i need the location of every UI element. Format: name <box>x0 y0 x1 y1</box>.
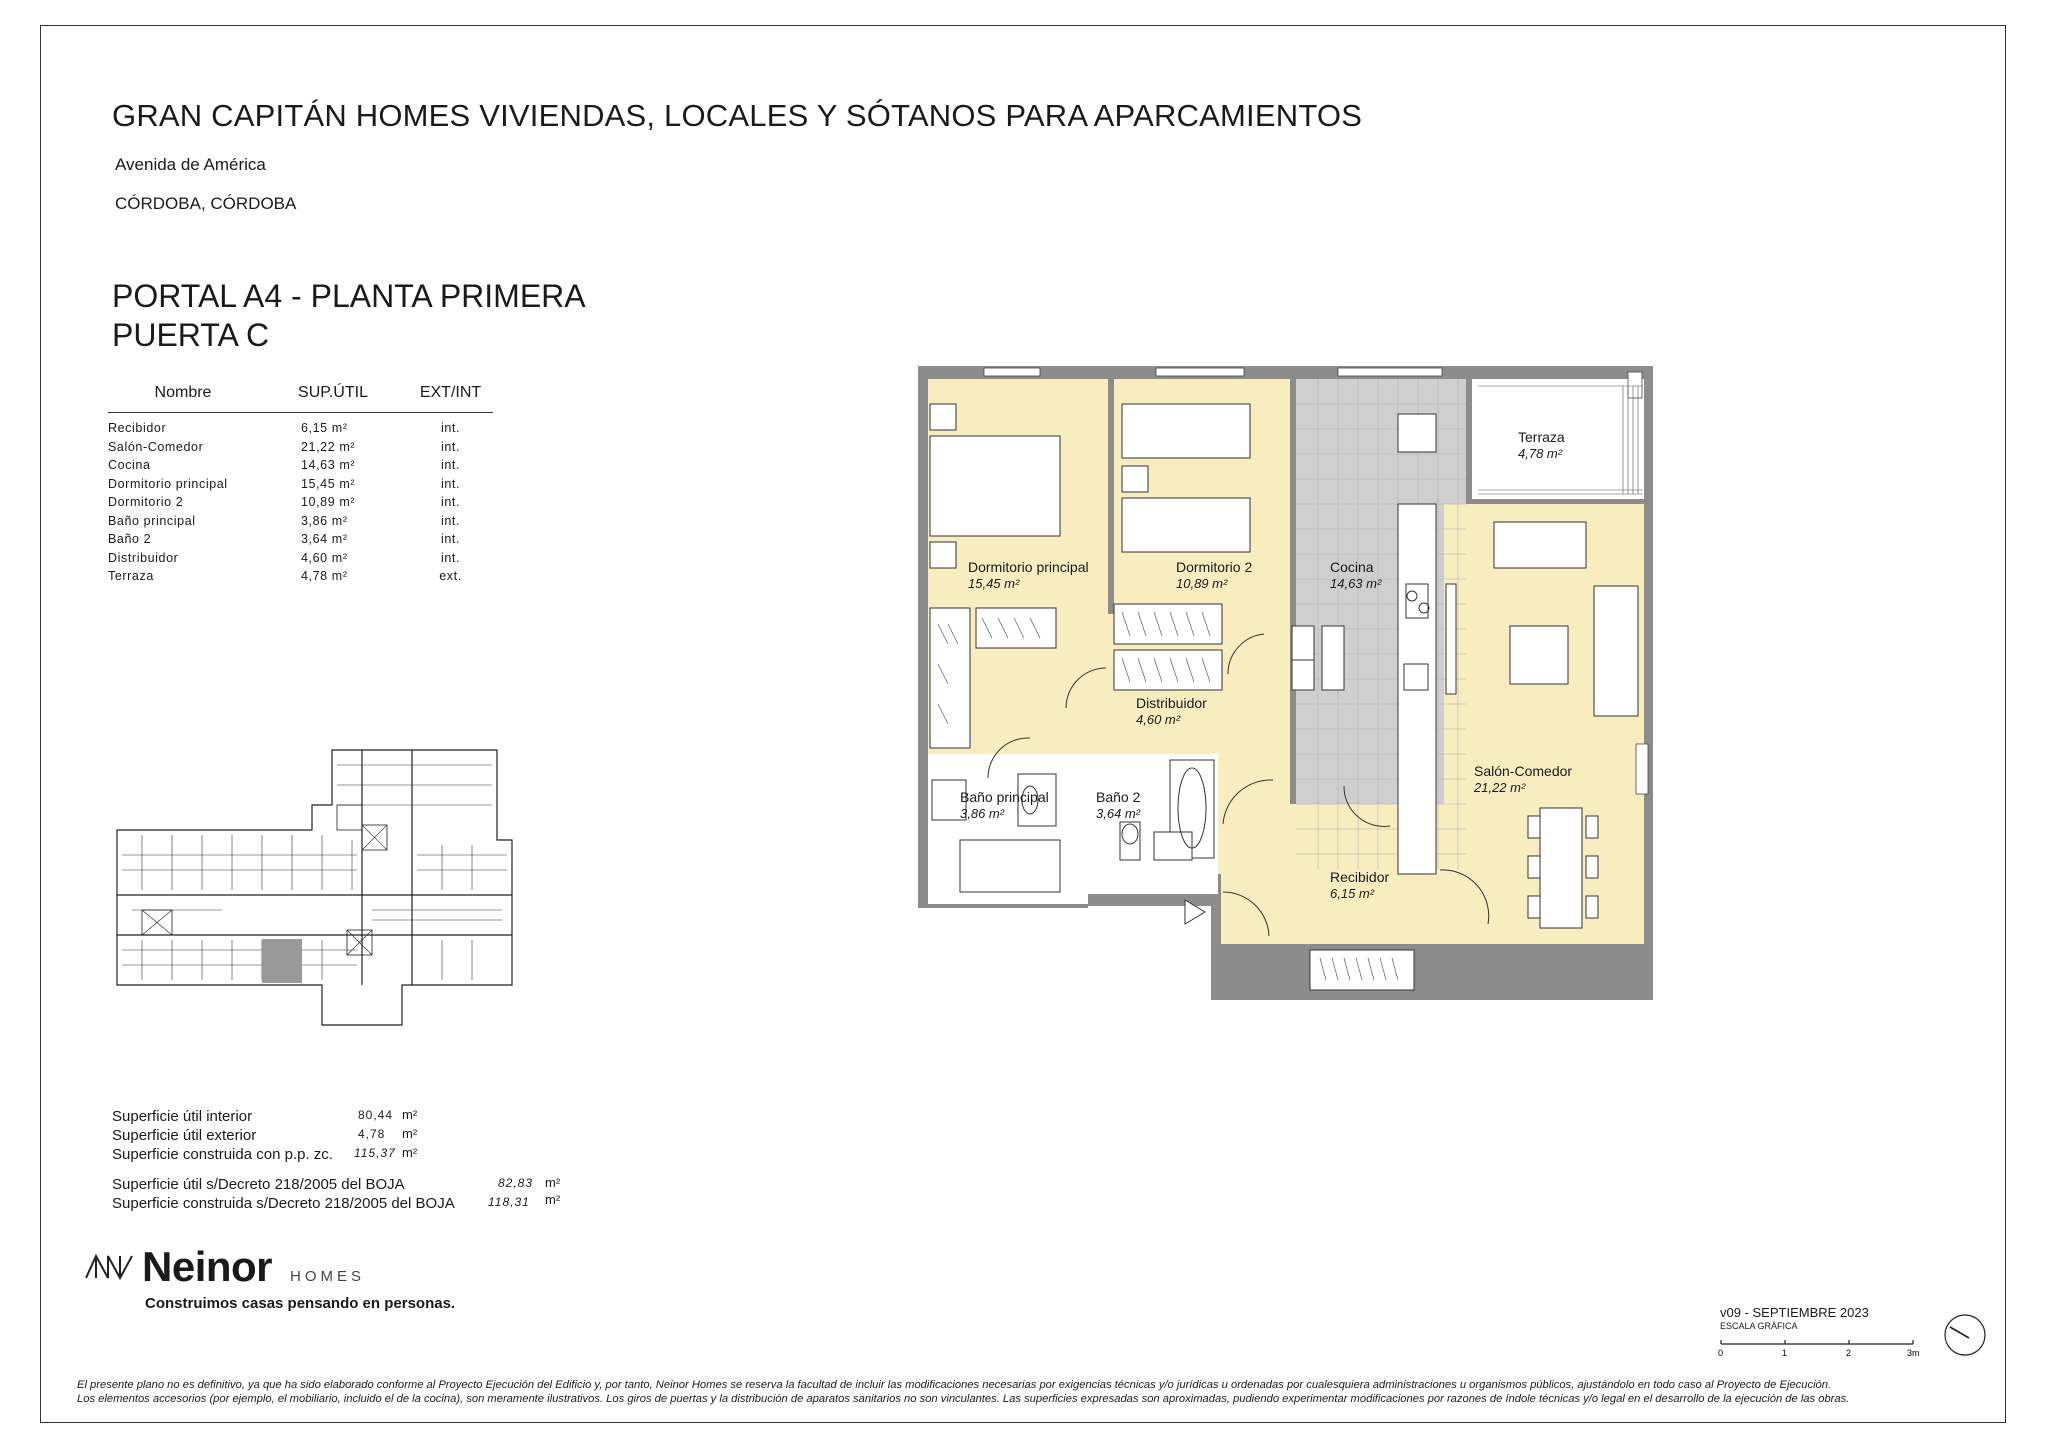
room-label: Terraza <box>1518 429 1565 445</box>
table-row: Dormitorio principal 15,45 m² int. <box>108 476 461 491</box>
floor-plan <box>918 364 1654 1004</box>
building-key-plan <box>112 745 522 1030</box>
room-area: 6,15 m² <box>1330 886 1375 901</box>
summary-unit: m² <box>402 1126 418 1141</box>
north-arrow-icon <box>1940 1310 1990 1360</box>
table-row: Dormitorio 2 10,89 m² int. <box>108 495 461 510</box>
version-label: v09 - SEPTIEMBRE 2023 <box>1720 1305 1869 1320</box>
disclaimer-line: El presente plano no es definitivo, ya que ha sido elaborado conforme al Proyecto Ejecución del Edificio y, por tanto, Neinor Homes se reserva la facultad de incluir las modificaciones necesarias por exigencias técnicas y/o jurídicas u ordenadas por cualesquiera administraciones u organismos públicos, ajustándolo en todo caso al Proyecto de Ejecución. <box>77 1379 1832 1391</box>
summary-label: Superficie construida con p.p. zc. <box>112 1146 333 1163</box>
neinor-logo-mark-icon <box>84 1252 134 1282</box>
header-name: Nombre <box>108 380 258 413</box>
room-area: 3,86 m² <box>960 806 1005 821</box>
summary-unit: m² <box>402 1145 418 1160</box>
table-row: Terraza 4,78 m² ext. <box>108 569 462 584</box>
door-label: PUERTA C <box>112 317 270 353</box>
logo-tagline: Construimos casas pensando en personas. <box>145 1295 456 1312</box>
logo-sub: HOMES <box>290 1268 366 1285</box>
summary-value: 80,44 <box>358 1108 394 1122</box>
room-area: 21,22 m² <box>1474 780 1526 795</box>
summary-unit: m² <box>545 1192 561 1207</box>
scale-bar <box>1715 1330 1935 1360</box>
address-city: CÓRDOBA, CÓRDOBA <box>115 194 297 213</box>
scale-tick: 3m <box>1907 1348 1920 1358</box>
summary-label: Superficie útil interior <box>112 1108 253 1125</box>
project-title: GRAN CAPITÁN HOMES VIVIENDAS, LOCALES Y SÓTANOS PARA APARCAMIENTOS <box>112 98 1363 133</box>
summary-unit: m² <box>545 1175 561 1190</box>
scale-tick: 1 <box>1782 1348 1788 1358</box>
scale-tick: 2 <box>1846 1348 1852 1358</box>
table-row: Distribuidor 4,60 m² int. <box>108 550 461 565</box>
table-row: Salón-Comedor 21,22 m² int. <box>108 439 461 454</box>
room-area: 4,60 m² <box>1136 712 1181 727</box>
room-area: 3,64 m² <box>1096 806 1141 821</box>
summary-label: Superficie construida s/Decreto 218/2005 del BOJA <box>112 1195 455 1212</box>
room-label: Cocina <box>1330 559 1374 575</box>
room-label: Baño 2 <box>1096 789 1141 805</box>
summary-label: Superficie útil s/Decreto 218/2005 del BOJA <box>112 1176 405 1193</box>
rooms-table <box>108 380 493 586</box>
scale-tick: 0 <box>1718 1348 1724 1358</box>
portal-floor: PORTAL A4 - PLANTA PRIMERA <box>112 278 586 314</box>
header-area: SUP.ÚTIL <box>258 380 408 413</box>
table-row: Recibidor 6,15 m² int. <box>108 421 461 436</box>
room-label: Baño principal <box>960 789 1049 805</box>
logo-brand: Neinor <box>142 1243 273 1290</box>
scale-label: ESCALA GRÁFICA <box>1720 1321 1798 1331</box>
summary-value: 115,37 <box>354 1146 396 1160</box>
room-label: Salón-Comedor <box>1474 763 1573 779</box>
room-label: Distribuidor <box>1136 695 1207 711</box>
room-area: 14,63 m² <box>1330 576 1382 591</box>
summary-unit: m² <box>402 1107 418 1122</box>
header-type: EXT/INT <box>408 380 493 413</box>
table-row: Baño principal 3,86 m² int. <box>108 513 461 528</box>
table-row: Cocina 14,63 m² int. <box>108 458 461 473</box>
summary-value: 118,31 <box>488 1195 530 1209</box>
room-area: 10,89 m² <box>1176 576 1228 591</box>
disclaimer-line: Los elementos accesorios (por ejemplo, el mobiliario, incluido el de la cocina), son meramente ilustrativos. Los giros de puertas y la distribución de aparatos sanitarios no son vinculantes. Las superficies expresadas son aproximadas, pudiendo experimentar modificaciones por razones de índole técnicas y/o legal en el desarrollo de la ejecución de las obras. <box>77 1393 1850 1405</box>
room-area: 4,78 m² <box>1518 446 1563 461</box>
table-row: Baño 2 3,64 m² int. <box>108 532 461 547</box>
summary-value: 82,83 <box>498 1176 534 1190</box>
address-street: Avenida de América <box>115 155 266 174</box>
summary-label: Superficie útil exterior <box>112 1127 257 1144</box>
room-area: 15,45 m² <box>968 576 1020 591</box>
room-label: Recibidor <box>1330 869 1390 885</box>
disclaimer <box>77 1378 1977 1406</box>
room-label: Dormitorio principal <box>968 559 1089 575</box>
room-label: Dormitorio 2 <box>1176 559 1253 575</box>
summary-value: 4,78 <box>358 1127 386 1141</box>
